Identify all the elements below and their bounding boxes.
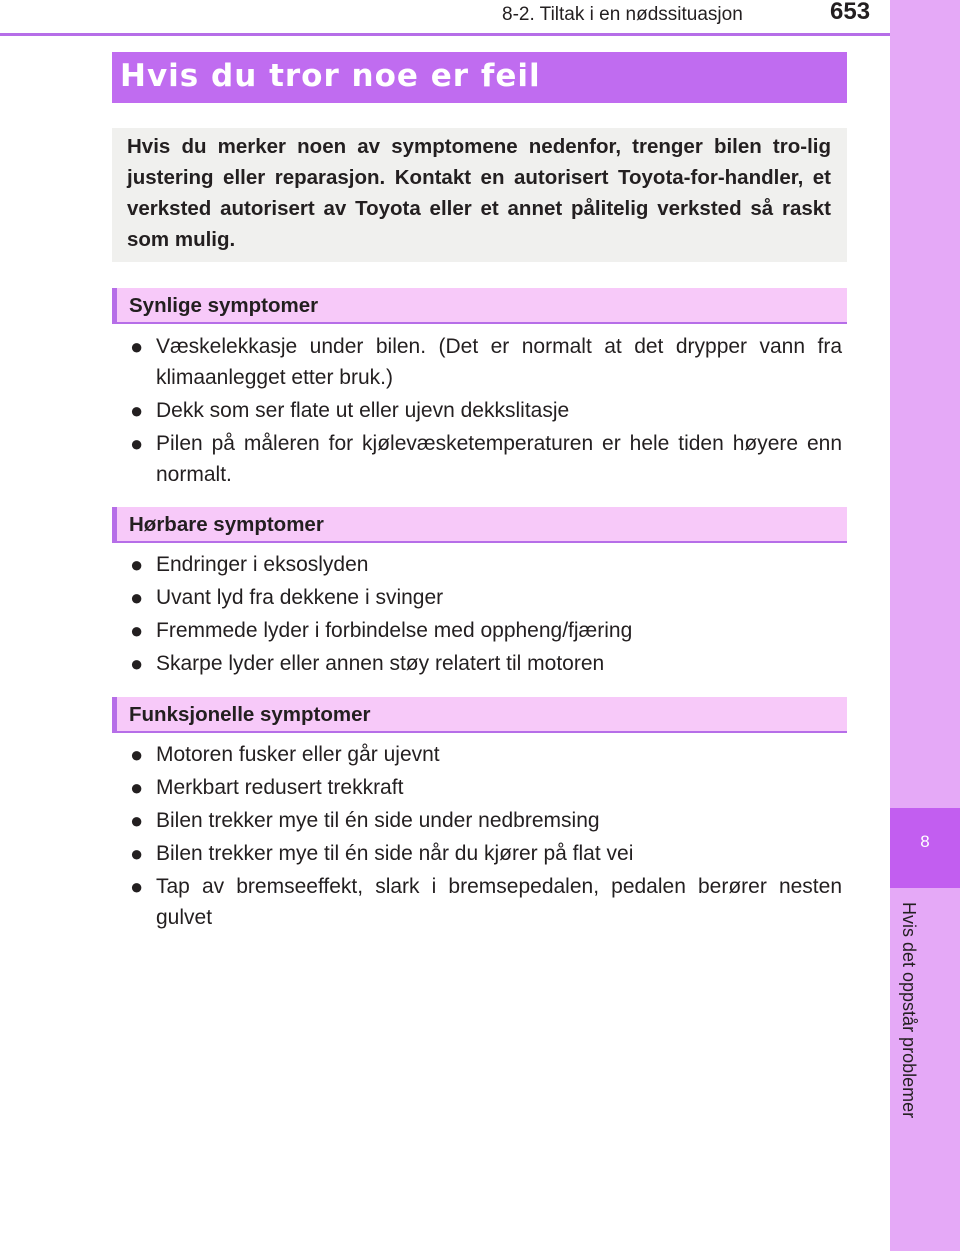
list-item [130, 838, 842, 869]
bullet-icon: ● [130, 618, 144, 643]
list-item [130, 428, 842, 490]
header-rule [0, 33, 890, 36]
list-item-text: Bilen trekker mye til én side under nedbremsing [156, 809, 600, 832]
list-item [130, 395, 842, 426]
section-heading-text: Hørbare symptomer [129, 513, 324, 536]
list-item [130, 549, 842, 580]
list-item-text: Skarpe lyder eller annen støy relatert til motoren [156, 652, 605, 675]
list-item-text: Væskelekkasje under bilen. (Det er normalt at det drypper vann fra klimaanlegget etter bruk.) [156, 335, 842, 389]
bullet-icon: ● [130, 775, 144, 800]
list-item [130, 648, 842, 679]
chapter-number: 8 [920, 832, 930, 851]
visible-symptoms-list [130, 331, 842, 492]
intro-box [112, 128, 847, 262]
functional-symptoms-list [130, 739, 842, 935]
audible-symptoms-list [130, 549, 842, 681]
bullet-icon: ● [130, 651, 144, 676]
list-item-text: Dekk som ser flate ut eller ujevn dekkslitasje [156, 399, 570, 422]
title-bar [112, 52, 847, 103]
bullet-icon: ● [130, 431, 144, 456]
bullet-icon: ● [130, 398, 144, 423]
bullet-icon: ● [130, 552, 144, 577]
list-item [130, 582, 842, 613]
list-item [130, 772, 842, 803]
list-item-text: Tap av bremseeffekt, slark i bremsepedalen, pedalen berører nesten gulvet [156, 875, 842, 929]
intro-text: Hvis du merker noen av symptomene nedenfor, trenger bilen tro-lig justering eller reparasjon. Kontakt en autorisert Toyota-for-handler, et verksted autorisert av Toyota eller et annet pålitelig verksted så raskt som mulig. [127, 135, 831, 251]
list-item-text: Endringer i eksoslyden [156, 553, 369, 576]
list-item-text: Uvant lyd fra dekkene i svinger [156, 586, 444, 609]
list-item [130, 331, 842, 393]
section-heading-visible [112, 288, 847, 324]
section-reference: 8-2. Tiltak i en nødssituasjon [502, 4, 743, 25]
list-item-text: Motoren fusker eller går ujevnt [156, 743, 440, 766]
list-item [130, 739, 842, 770]
bullet-icon: ● [130, 874, 144, 899]
section-heading-text: Synlige symptomer [129, 294, 319, 317]
page-number: 653 [830, 0, 871, 25]
chapter-number-block [890, 808, 960, 888]
section-heading-text: Funksjonelle symptomer [129, 703, 371, 726]
list-item [130, 615, 842, 646]
chapter-label: Hvis det oppstår problemer [899, 902, 919, 1119]
bullet-icon: ● [130, 841, 144, 866]
list-item-text: Bilen trekker mye til én side når du kjører på flat vei [156, 842, 634, 865]
bullet-icon: ● [130, 808, 144, 833]
bullet-icon: ● [130, 334, 144, 359]
section-heading-audible [112, 507, 847, 543]
list-item-text: Fremmede lyder i forbindelse med oppheng/fjæring [156, 619, 633, 642]
list-item [130, 805, 842, 836]
page-title: Hvis du tror noe er feil [120, 58, 541, 94]
list-item-text: Merkbart redusert trekkraft [156, 776, 404, 799]
list-item [130, 871, 842, 933]
bullet-icon: ● [130, 742, 144, 767]
list-item-text: Pilen på måleren for kjølevæsketemperaturen er hele tiden høyere enn normalt. [156, 432, 842, 486]
section-heading-functional [112, 697, 847, 733]
bullet-icon: ● [130, 585, 144, 610]
